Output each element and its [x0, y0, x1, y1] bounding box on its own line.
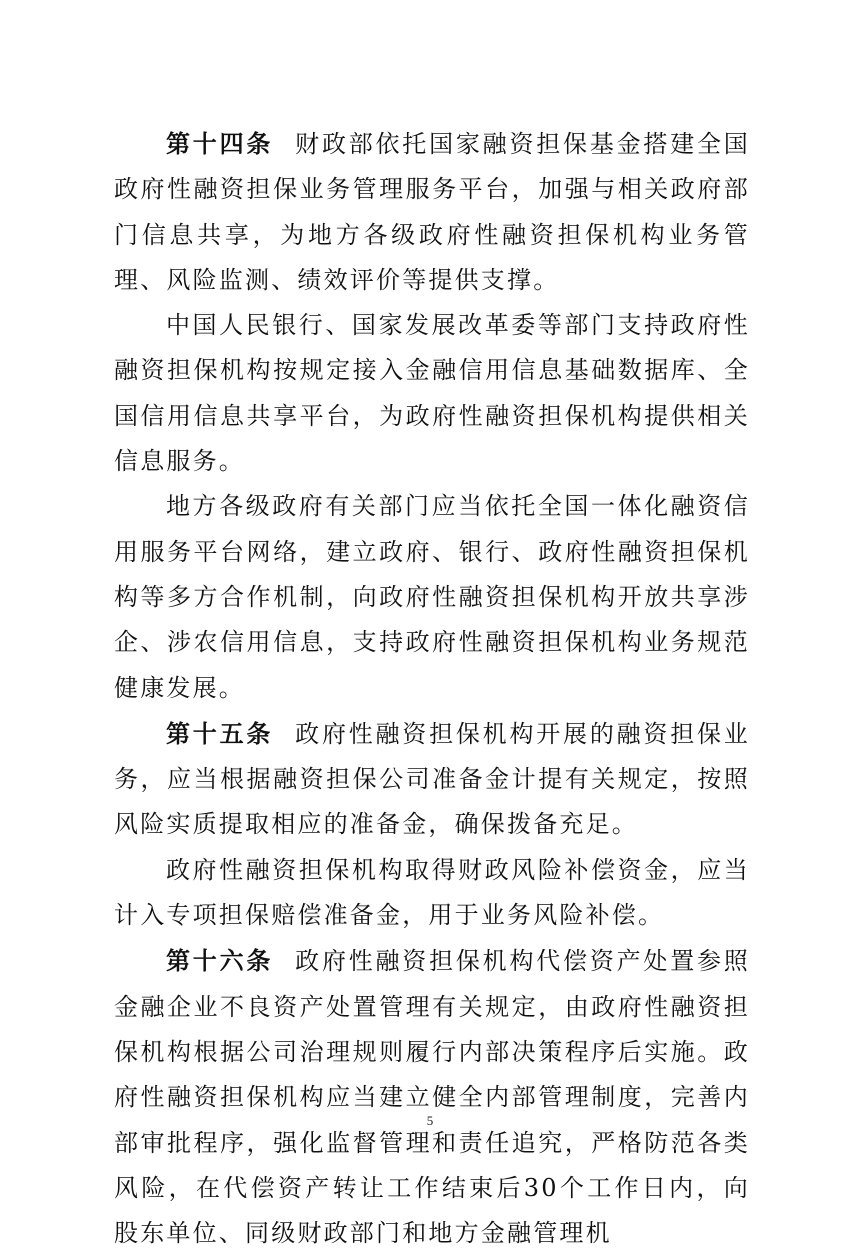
paragraph-text: 中国人民银行、国家发展改革委等部门支持政府性融资担保机构按规定接入金融信用信息基础数据库、全国信用信息共享平台，为政府性融资担保机构提供相关信息服务。 [114, 311, 750, 476]
paragraph-text: 政府性融资担保机构代偿资产处置参照金融企业不良资产处置管理有关规定，由政府性融资担保机构根据公司治理规则履行内部决策程序后实施。政府性融资担保机构应当建立健全内部管理制度，完善内部审批程序，强化监督管理和责任追究，严格防范各类风险，在代偿资产转让工作结束后30个工作日内，向股东单位、同级财政部门和地方金融管理机 [114, 947, 750, 1248]
article-number: 第十六条 [166, 946, 274, 976]
paragraph-risk-compensation [114, 848, 750, 939]
paragraph-text: 财政部依托国家融资担保基金搭建全国政府性融资担保业务管理服务平台，加强与相关政府部门信息共享，为地方各级政府性融资担保机构业务管理、风险监测、绩效评价等提供支撑。 [114, 130, 750, 294]
page-number: 5 [426, 1113, 434, 1128]
paragraph-text: 政府性融资担保机构开展的融资担保业务，应当根据融资担保公司准备金计提有关规定，按照风险实质提取相应的准备金，确保拨备充足。 [114, 719, 750, 839]
paragraph-local-government [114, 484, 750, 710]
paragraph-text: 地方各级政府有关部门应当依托全国一体化融资信用服务平台网络，建立政府、银行、政府性融资担保机构等多方合作机制，向政府性融资担保机构开放共享涉企、涉农信用信息，支持政府性融资担保机构业务规范健康发展。 [114, 492, 750, 702]
document-body [114, 121, 750, 1256]
article-number: 第十五条 [166, 718, 274, 748]
paragraph-pboc-support [114, 303, 750, 484]
paragraph-article-15 [114, 711, 750, 848]
paragraph-article-16 [114, 938, 750, 1256]
paragraph-article-14 [114, 121, 750, 303]
paragraph-text: 政府性融资担保机构取得财政风险补偿资金，应当计入专项担保赔偿准备金，用于业务风险补偿。 [114, 855, 750, 930]
article-number: 第十四条 [166, 129, 274, 158]
